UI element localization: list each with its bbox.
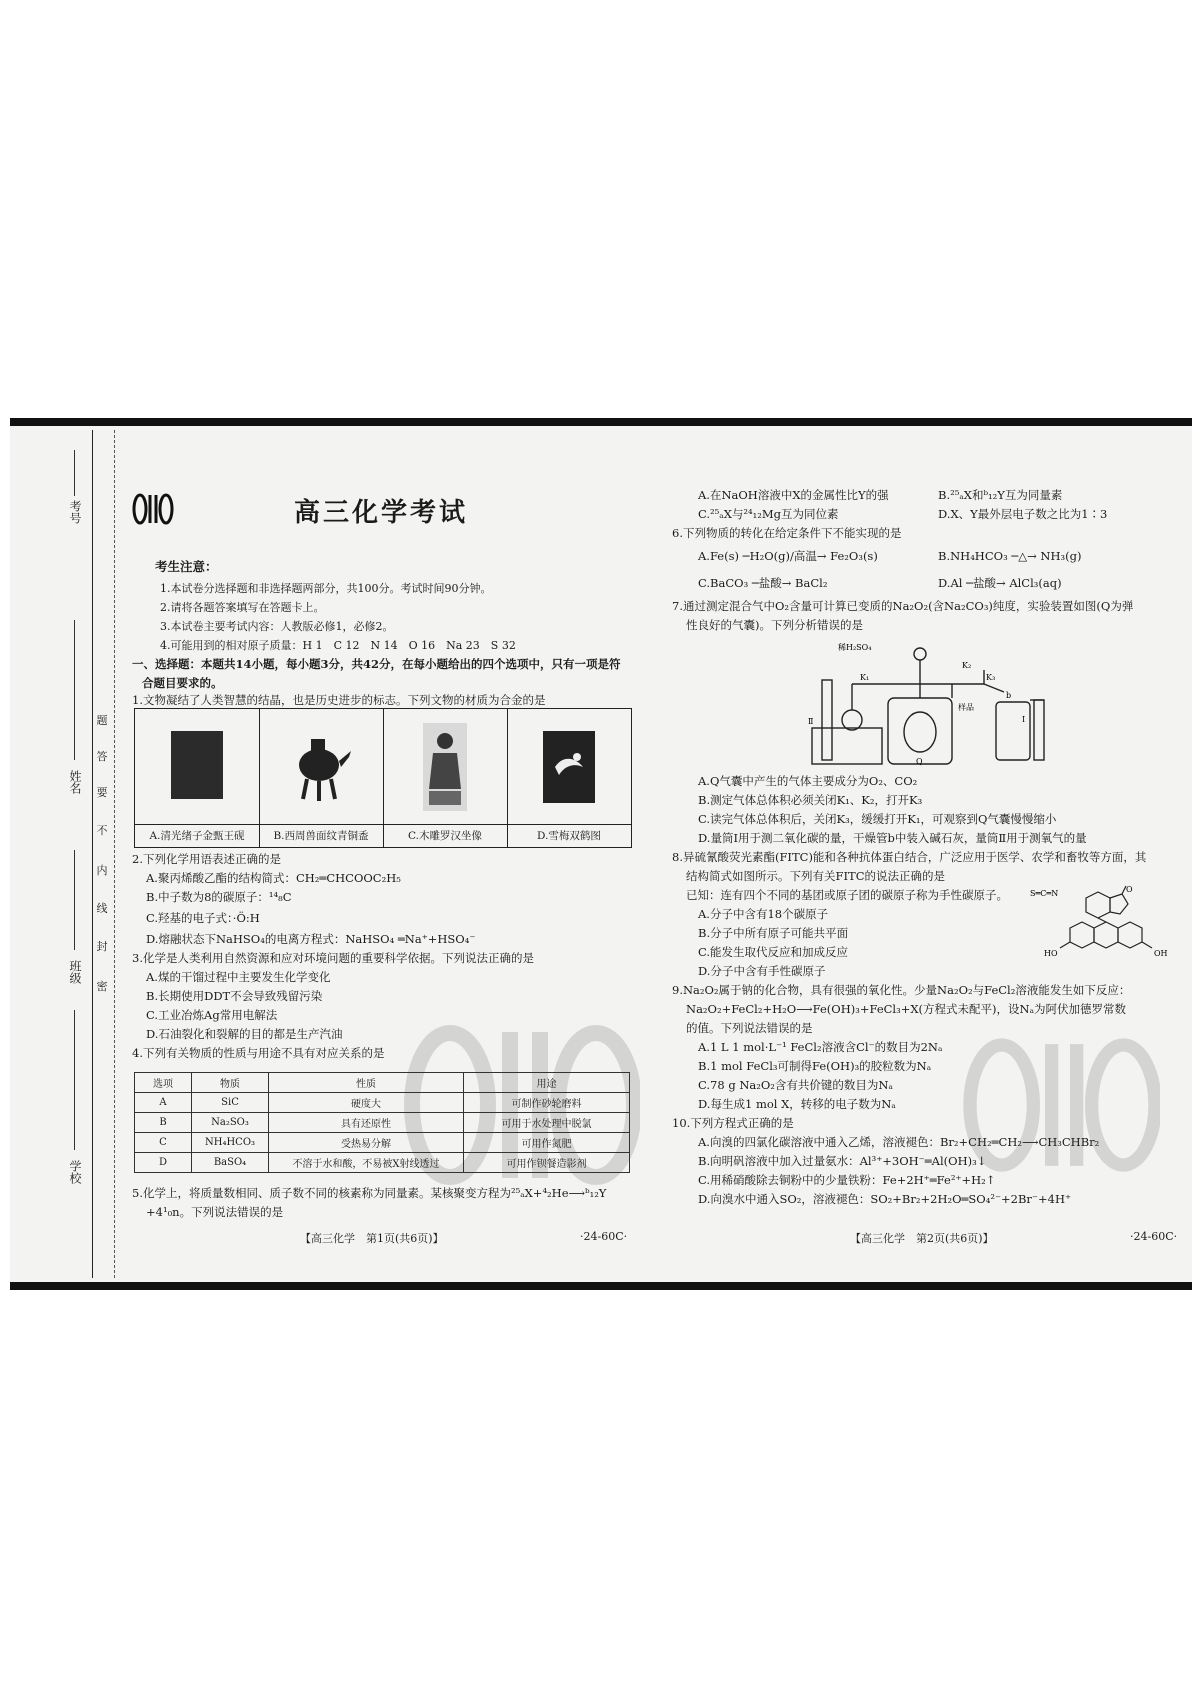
table-header-row (135, 1073, 630, 1093)
q7-option: A.Q气囊中产生的气体主要成分为O₂、CO₂ (698, 774, 918, 788)
name-label: 姓名 (68, 770, 82, 794)
title-row (132, 488, 630, 538)
bronze-vessel-image (289, 725, 353, 805)
left-page-code: ·24-60C· (580, 1230, 628, 1243)
question-stem: 10.下列方程式正确的是 (672, 1116, 794, 1130)
question-stem: 4.下列有关物质的性质与用途不具有对应关系的是 (132, 1046, 385, 1060)
q1-option-d[interactable] (507, 709, 631, 847)
question-stem: 5.化学上，将质量数相同、质子数不同的核素称为同量素。某核聚变方程为²⁵ₐX+⁴₂He⟶ᵇ₁₂Y (132, 1186, 607, 1200)
q2-option: D.熔融状态下NaHSO₄的电离方程式：NaHSO₄ ═Na⁺+HSO₄⁻ (146, 932, 476, 946)
question-stem: 6.下列物质的转化在给定条件下不能实现的是 (672, 526, 902, 540)
exam-number-label: 考号 (68, 500, 82, 524)
q6-options-row (672, 570, 1178, 597)
section-one-heading (132, 655, 621, 693)
seal-char: 要 (96, 786, 108, 799)
q8-option: D.分子中含有手性碳原子 (698, 964, 826, 978)
question-stem-cont: 性良好的气囊)。下列分析错误的是 (686, 618, 863, 632)
notice-title: 考生注意： (155, 559, 218, 574)
left-page-footer: 【高三化学 第1页(共6页)】 (300, 1232, 444, 1245)
left-questions-2-3 (132, 850, 630, 1063)
table-header: 性质 (269, 1073, 464, 1093)
q2-option: B.中子数为8的碳原子：¹⁴₈C (146, 890, 292, 904)
fitc-structure (1030, 884, 1180, 976)
q7-option: D.量筒Ⅰ用于测二氧化碳的量，干燥管b中装入碱石灰，量筒Ⅱ用于测氧气的量 (698, 831, 1087, 845)
q1-image-table (134, 708, 632, 848)
q3-option: A.煤的干馏过程中主要发生化学变化 (146, 970, 331, 984)
question-stem-cont: 的值。下列说法错误的是 (686, 1021, 813, 1035)
label-acid: 稀H₂SO₄ (838, 643, 872, 652)
question-stem: 8.异硫氰酸荧光素酯(FITC)能和各种抗体蛋白结合，广泛应用于医学、农学和畜牧等方面，其 (672, 850, 1147, 864)
q1-option-a[interactable] (135, 709, 260, 847)
q10-option: D.向溴水中通入SO₂，溶液褪色：SO₂+Br₂+2H₂O═SO₄²⁻+2Br⁻+4H⁺ (698, 1192, 1072, 1206)
binding-line (92, 430, 93, 1278)
school-label: 学校 (68, 1160, 82, 1184)
q9-option: D.每生成1 mol X，转移的电子数为Nₐ (698, 1097, 896, 1111)
notice-item: 4.可能用到的相对原子质量：H 1 C 12 N 14 O 16 Na 23 S 32 (160, 639, 516, 652)
seal-char: 封 (96, 940, 108, 953)
notice-item: 1.本试卷分选择题和非选择题两部分，共100分。考试时间90分钟。 (160, 582, 492, 595)
scan-bottom-border (10, 1282, 1192, 1290)
class-label: 班级 (68, 960, 82, 984)
seal-char: 线 (96, 902, 108, 915)
q2-option: A.聚丙烯酸乙酯的结构简式：CH₂═CHCOOC₂H₅ (146, 871, 401, 885)
q10-option: B.向明矾溶液中加入过量氨水：Al³⁺+3OH⁻═Al(OH)₃↓ (698, 1154, 987, 1168)
right-q5-q6 (672, 486, 1178, 635)
notice-list (160, 579, 516, 655)
exam-number-field[interactable] (62, 500, 88, 527)
q6-option: A.Fe(s) ─H₂O(g)/高温→ Fe₂O₃(s) (698, 549, 878, 563)
q1-option-c[interactable] (383, 709, 508, 847)
q8-option: A.分子中含有18个碳原子 (698, 907, 829, 921)
q2-option: C.羟基的电子式：·Ö:H (146, 911, 260, 925)
q6-option: D.Al ─盐酸→ AlCl₃(aq) (938, 576, 1062, 590)
table-row (135, 1133, 630, 1153)
table-cell: 硬度大 (269, 1093, 464, 1113)
q3-option: B.长期使用DDT不会导致残留污染 (146, 989, 323, 1003)
name-field[interactable] (62, 770, 88, 797)
label-q: Q (916, 757, 923, 766)
label-cyl-2: Ⅱ (808, 717, 814, 726)
section-heading-cont: 合题目要求的。 (142, 676, 223, 690)
seal-char: 不 (96, 824, 108, 837)
q7-option: B.测定气体总体积必须关闭K₁、K₂，打开K₃ (698, 793, 923, 807)
table-cell: D (135, 1153, 192, 1173)
table-cell: NH₄HCO₃ (192, 1133, 269, 1153)
seal-char: 内 (96, 864, 108, 877)
table-cell: SiC (192, 1093, 269, 1113)
q5-option: A.在NaOH溶液中X的金属性比Y的强 (698, 488, 889, 502)
q6-options-row (672, 543, 1178, 570)
label-k3: K₃ (986, 673, 996, 682)
q9-option: B.1 mol FeCl₃可制得Fe(OH)₃的胶粒数为Nₐ (698, 1059, 932, 1073)
q10-option: A.向溴的四氯化碳溶液中通入乙烯，溶液褪色：Br₂+CH₂═CH₂⟶CH₃CHBr₂ (698, 1135, 1100, 1149)
table-cell: 可用于水处理中脱氯 (464, 1113, 630, 1133)
q3-option: D.石油裂化和裂解的目的都是生产汽油 (146, 1027, 343, 1041)
option-caption: D.雪梅双鹤图 (507, 824, 631, 847)
right-page-footer: 【高三化学 第2页(共6页)】 (850, 1232, 994, 1245)
q5-options-row (672, 486, 1178, 505)
q5-option: C.²⁵ₐX与²⁴₁₂Mg互为同位素 (698, 507, 839, 521)
right-q7-q8 (672, 772, 1178, 1209)
question-1 (132, 692, 545, 708)
table-cell: B (135, 1113, 192, 1133)
q10-option: C.用稀硝酸除去铜粉中的少量铁粉：Fe+2H⁺═Fe²⁺+H₂↑ (698, 1173, 996, 1187)
label-sample: 样品 (958, 703, 974, 712)
seal-dashed-line (114, 430, 115, 1278)
question-stem: 7.通过测定混合气中O₂含量可计算已变质的Na₂O₂(含Na₂CO₃)纯度，实验装置如图(Q为弹 (672, 599, 1134, 613)
q1-option-b[interactable] (259, 709, 384, 847)
seal-char: 题 (96, 714, 108, 727)
notice-item: 2.请将各题答案填写在答题卡上。 (160, 601, 325, 614)
q5-option: D.X、Y最外层电子数之比为1∶3 (938, 507, 1108, 521)
label-carbonyl-o: O (1126, 885, 1133, 894)
q8-note: 已知：连有四个不同的基团或原子团的碳原子称为手性碳原子。 (686, 888, 1008, 902)
class-field[interactable] (62, 960, 88, 987)
seal-char: 答 (96, 750, 108, 763)
table-header: 用途 (464, 1073, 630, 1093)
option-caption: A.清光绪子金甄王砚 (135, 824, 259, 847)
option-caption: C.木雕罗汉坐像 (383, 824, 507, 847)
q9-option: A.1 L 1 mol·L⁻¹ FeCl₂溶液含Cl⁻的数目为2Nₐ (698, 1040, 943, 1054)
q7-apparatus-figure (808, 640, 1048, 770)
table-header: 选项 (135, 1073, 192, 1093)
notice-item: 3.本试卷主要考试内容：人教版必修1，必修2。 (160, 620, 394, 633)
label-k2: K₂ (962, 661, 972, 670)
q5-option: B.²⁵ₐX和ᵇ₁₂Y互为同量素 (938, 488, 1063, 502)
label-ncs: S═C═N (1030, 889, 1059, 898)
painting-image (537, 727, 601, 807)
table-cell: 可用作钡餐造影剂 (464, 1153, 630, 1173)
inkstone-image (171, 731, 223, 799)
table-row (135, 1113, 630, 1133)
q4-properties-table (134, 1072, 630, 1173)
table-row (135, 1153, 630, 1173)
table-row (135, 1093, 630, 1113)
label-b: b (1006, 691, 1012, 700)
q9-option: C.78 g Na₂O₂含有共价键的数目为Nₐ (698, 1078, 893, 1092)
q6-option: C.BaCO₃ ─盐酸→ BaCl₂ (698, 576, 828, 590)
table-cell: C (135, 1133, 192, 1153)
section-heading: 一、选择题：本题共14小题，每小题3分，共42分，在每小题给出的四个选项中，只有一项是符 (132, 657, 621, 671)
right-page-code: ·24-60C· (1130, 1230, 1178, 1243)
q9-equation: Na₂O₂+FeCl₂+H₂O⟶Fe(OH)₃+FeCl₃+X(方程式未配平)，设Nₐ为阿伏加德罗常数 (686, 1002, 1127, 1016)
table-cell: 可制作砂轮磨料 (464, 1093, 630, 1113)
scan-top-border (10, 418, 1192, 426)
q7-option: C.读完气体总体积后，关闭K₃，缓缓打开K₁，可观察到Q气囊慢慢缩小 (698, 812, 1057, 826)
q6-option: B.NH₄HCO₃ ─△→ NH₃(g) (938, 549, 1082, 563)
wooden-statue-image (419, 719, 471, 815)
question-stem: 3.化学是人类利用自然资源和应对环境问题的重要科学依据。下列说法正确的是 (132, 951, 534, 965)
label-ho: HO (1044, 949, 1058, 958)
label-k1: K₁ (860, 673, 870, 682)
option-caption: B.西周兽面纹青铜盉 (259, 824, 383, 847)
q8-option: B.分子中所有原子可能共平面 (698, 926, 849, 940)
table-cell: 不溶于水和酸，不易被X射线透过 (269, 1153, 464, 1173)
question-stem: 9.Na₂O₂属于钠的化合物，具有很强的氧化性。少量Na₂O₂与FeCl₂溶液能发生如下反应： (672, 983, 1131, 997)
label-cyl-1: Ⅰ (1022, 715, 1026, 724)
table-cell: BaSO₄ (192, 1153, 269, 1173)
table-cell: 可用作氮肥 (464, 1133, 630, 1153)
question-5 (132, 1184, 630, 1222)
table-header: 物质 (192, 1073, 269, 1093)
question-stem-cont: +4¹₀n。下列说法错误的是 (146, 1205, 284, 1219)
table-cell: 受热易分解 (269, 1133, 464, 1153)
q8-option: C.能发生取代反应和加成反应 (698, 945, 849, 959)
q5-options-row (672, 505, 1178, 524)
question-stem: 1.文物凝结了人类智慧的结晶，也是历史进步的标志。下列文物的材质为合金的是 (132, 693, 546, 707)
table-cell: A (135, 1093, 192, 1113)
school-field[interactable] (62, 1160, 88, 1187)
table-cell: 具有还原性 (269, 1113, 464, 1133)
question-stem-cont: 结构简式如图所示。下列有关FITC的说法正确的是 (686, 869, 945, 883)
question-stem: 2.下列化学用语表述正确的是 (132, 852, 281, 866)
table-cell: Na₂SO₃ (192, 1113, 269, 1133)
label-oh: OH (1154, 949, 1168, 958)
q3-option: C.工业冶炼Ag常用电解法 (146, 1008, 278, 1022)
seal-char: 密 (96, 980, 108, 993)
exam-title: 高三化学考试 (293, 498, 468, 528)
